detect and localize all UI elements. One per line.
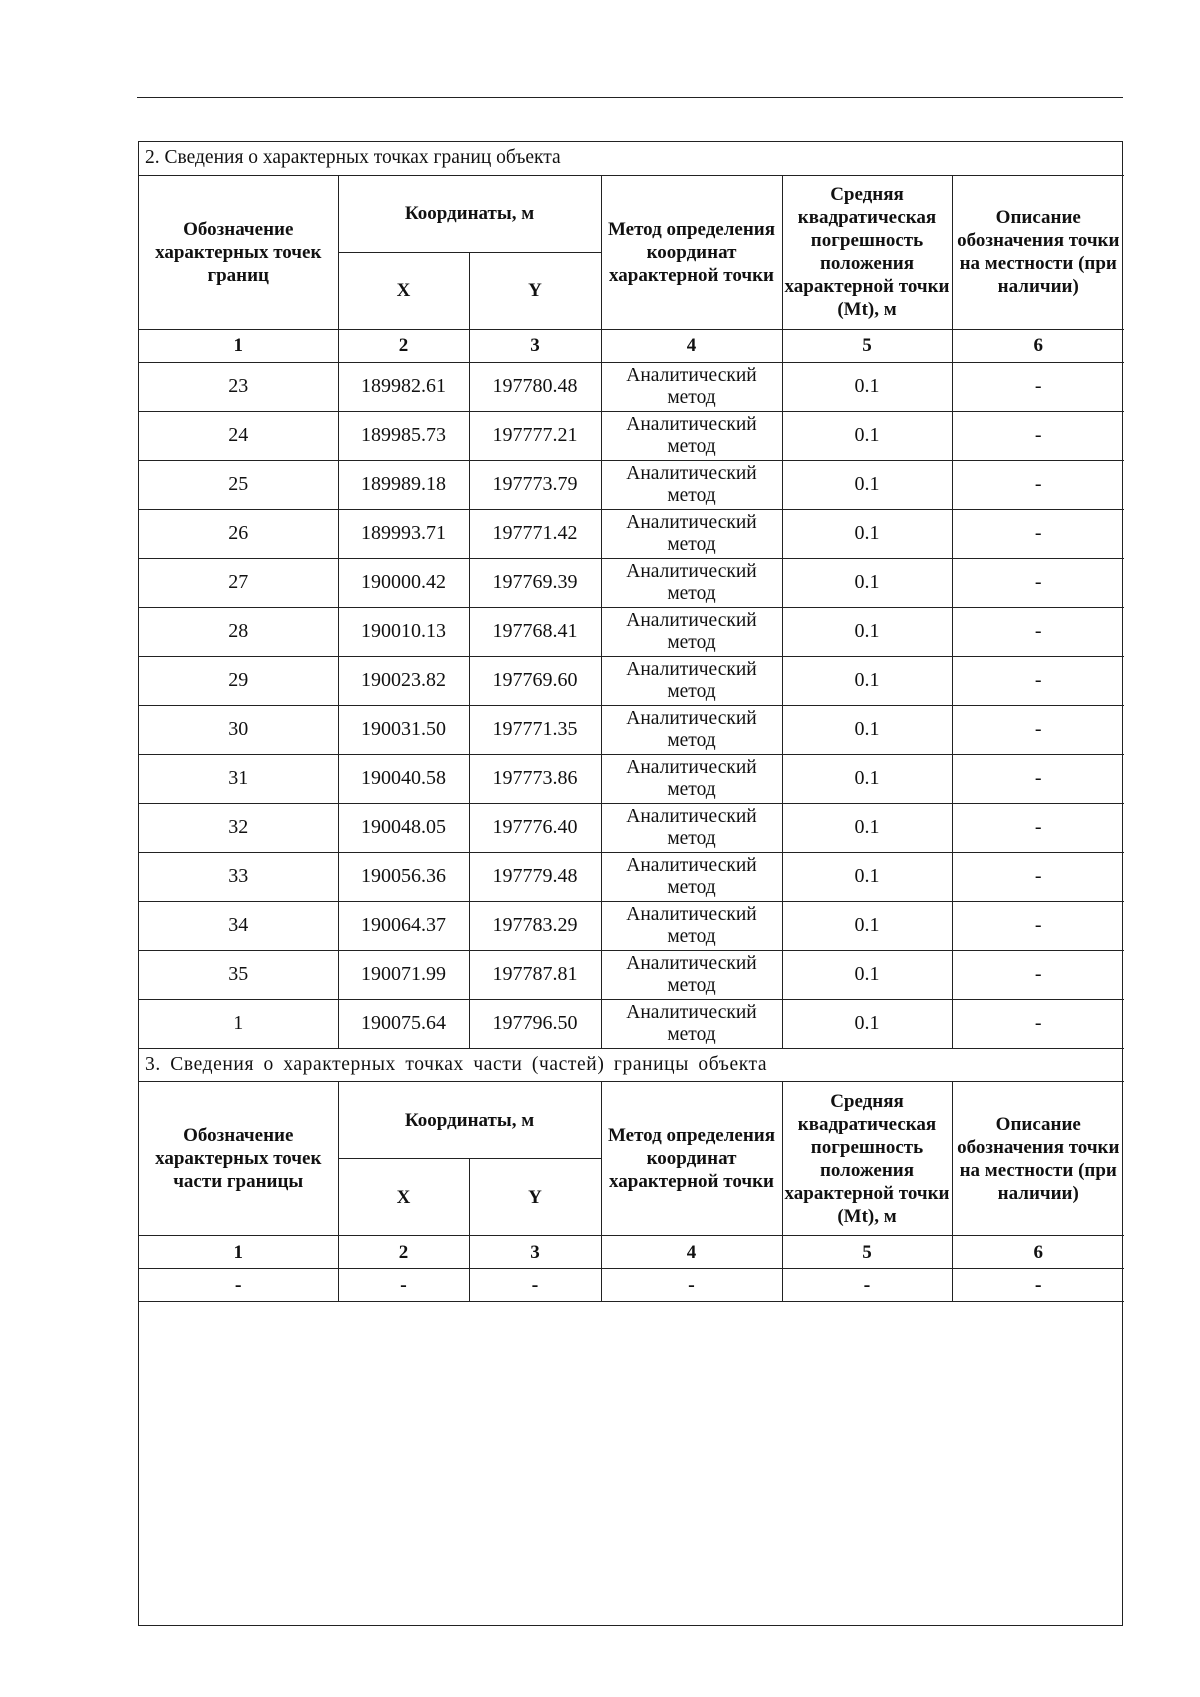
col-number: 3 — [469, 329, 601, 362]
cell-x: 189982.61 — [338, 362, 469, 411]
cell-description: - — [952, 901, 1124, 950]
table-row — [139, 901, 1124, 950]
cell-x: 190056.36 — [338, 852, 469, 901]
cell-method: - — [601, 1269, 782, 1302]
cell-y: 197777.21 — [469, 411, 601, 460]
cell-y: 197787.81 — [469, 950, 601, 999]
cell-method: Аналитический метод — [601, 558, 782, 607]
cell-point: 32 — [139, 803, 338, 852]
cell-method: Аналитический метод — [601, 509, 782, 558]
cell-point: 24 — [139, 411, 338, 460]
cell-mt: 0.1 — [782, 558, 952, 607]
cell-point: 26 — [139, 509, 338, 558]
cell-y: 197769.39 — [469, 558, 601, 607]
section2-table — [139, 142, 1124, 1049]
cell-mt: 0.1 — [782, 803, 952, 852]
table-row — [139, 705, 1124, 754]
section2-caption: 2. Сведения о характерных точках границ объекта — [139, 142, 1124, 175]
cell-y: 197783.29 — [469, 901, 601, 950]
cell-mt: 0.1 — [782, 460, 952, 509]
cell-y: 197776.40 — [469, 803, 601, 852]
cell-description: - — [952, 558, 1124, 607]
col-number: 6 — [952, 1236, 1124, 1269]
col-number: 1 — [139, 1236, 338, 1269]
cell-x: 190000.42 — [338, 558, 469, 607]
cell-x: 190064.37 — [338, 901, 469, 950]
cell-method: Аналитический метод — [601, 803, 782, 852]
header-x: X — [338, 1159, 469, 1236]
cell-description: - — [952, 509, 1124, 558]
cell-mt: - — [782, 1269, 952, 1302]
table-row — [139, 558, 1124, 607]
header-method: Метод определения координат характерной точки — [601, 1082, 782, 1236]
cell-method: Аналитический метод — [601, 411, 782, 460]
table-row — [139, 950, 1124, 999]
table-row — [139, 607, 1124, 656]
cell-point: 1 — [139, 999, 338, 1048]
cell-method: Аналитический метод — [601, 705, 782, 754]
header-designation: Обозначение характерных точек части границы — [139, 1082, 338, 1236]
cell-mt: 0.1 — [782, 754, 952, 803]
cell-x: 190010.13 — [338, 607, 469, 656]
col-number: 6 — [952, 329, 1124, 362]
col-number: 2 — [338, 1236, 469, 1269]
header-error: Средняя квадратическая погрешность положения характерной точки (Mt), м — [782, 175, 952, 329]
header-coords: Координаты, м — [338, 1082, 601, 1159]
cell-point: 28 — [139, 607, 338, 656]
cell-method: Аналитический метод — [601, 362, 782, 411]
section3-table — [139, 1048, 1124, 1302]
cell-method: Аналитический метод — [601, 901, 782, 950]
header-description: Описание обозначения точки на местности (при наличии) — [952, 175, 1124, 329]
header-description: Описание обозначения точки на местности (при наличии) — [952, 1082, 1124, 1236]
cell-mt: 0.1 — [782, 362, 952, 411]
cell-x: 190023.82 — [338, 656, 469, 705]
cell-y: 197773.79 — [469, 460, 601, 509]
header-designation: Обозначение характерных точек границ — [139, 175, 338, 329]
cell-x: 190048.05 — [338, 803, 469, 852]
cell-y: 197796.50 — [469, 999, 601, 1048]
cell-y: - — [469, 1269, 601, 1302]
col-number: 2 — [338, 329, 469, 362]
cell-description: - — [952, 803, 1124, 852]
section2-column-numbers — [139, 329, 1124, 362]
header-x: X — [338, 252, 469, 329]
col-number: 3 — [469, 1236, 601, 1269]
cell-description: - — [952, 411, 1124, 460]
cell-description: - — [952, 362, 1124, 411]
cell-point: 35 — [139, 950, 338, 999]
cell-description: - — [952, 950, 1124, 999]
cell-mt: 0.1 — [782, 656, 952, 705]
cell-y: 197779.48 — [469, 852, 601, 901]
section3-header-row — [139, 1082, 1124, 1159]
header-y: Y — [469, 1159, 601, 1236]
col-number: 5 — [782, 329, 952, 362]
table-row — [139, 803, 1124, 852]
cell-x: 190031.50 — [338, 705, 469, 754]
header-coords: Координаты, м — [338, 175, 601, 252]
cell-method: Аналитический метод — [601, 656, 782, 705]
cell-x: 190071.99 — [338, 950, 469, 999]
cell-y: 197773.86 — [469, 754, 601, 803]
document-sheet — [138, 141, 1123, 1626]
section2-caption-row — [139, 142, 1124, 175]
cell-point: 30 — [139, 705, 338, 754]
table-row — [139, 754, 1124, 803]
table-row — [139, 509, 1124, 558]
cell-point: 34 — [139, 901, 338, 950]
section3-column-numbers — [139, 1236, 1124, 1269]
cell-point: 23 — [139, 362, 338, 411]
cell-description: - — [952, 460, 1124, 509]
cell-mt: 0.1 — [782, 509, 952, 558]
col-number: 5 — [782, 1236, 952, 1269]
cell-description: - — [952, 656, 1124, 705]
cell-y: 197769.60 — [469, 656, 601, 705]
cell-method: Аналитический метод — [601, 607, 782, 656]
table-row — [139, 362, 1124, 411]
cell-method: Аналитический метод — [601, 754, 782, 803]
section2-header-row — [139, 175, 1124, 252]
header-error: Средняя квадратическая погрешность положения характерной точки (Mt), м — [782, 1082, 952, 1236]
cell-x: 189989.18 — [338, 460, 469, 509]
cell-description: - — [952, 705, 1124, 754]
cell-description: - — [952, 1269, 1124, 1302]
cell-y: 197768.41 — [469, 607, 601, 656]
cell-x: 189985.73 — [338, 411, 469, 460]
cell-mt: 0.1 — [782, 705, 952, 754]
cell-description: - — [952, 852, 1124, 901]
cell-x: 189993.71 — [338, 509, 469, 558]
table-row — [139, 656, 1124, 705]
cell-description: - — [952, 754, 1124, 803]
cell-method: Аналитический метод — [601, 460, 782, 509]
page-top-rule — [137, 97, 1123, 98]
section3-caption-row — [139, 1049, 1124, 1082]
cell-point: 25 — [139, 460, 338, 509]
cell-x: 190040.58 — [338, 754, 469, 803]
cell-description: - — [952, 999, 1124, 1048]
cell-x: - — [338, 1269, 469, 1302]
table-row — [139, 460, 1124, 509]
table-row — [139, 852, 1124, 901]
cell-point: 29 — [139, 656, 338, 705]
cell-y: 197780.48 — [469, 362, 601, 411]
cell-mt: 0.1 — [782, 852, 952, 901]
col-number: 4 — [601, 329, 782, 362]
table-row — [139, 999, 1124, 1048]
col-number: 4 — [601, 1236, 782, 1269]
header-method: Метод определения координат характерной точки — [601, 175, 782, 329]
cell-description: - — [952, 607, 1124, 656]
cell-mt: 0.1 — [782, 999, 952, 1048]
cell-y: 197771.35 — [469, 705, 601, 754]
cell-point: 33 — [139, 852, 338, 901]
cell-point: 27 — [139, 558, 338, 607]
cell-method: Аналитический метод — [601, 852, 782, 901]
cell-mt: 0.1 — [782, 411, 952, 460]
cell-point: 31 — [139, 754, 338, 803]
cell-y: 197771.42 — [469, 509, 601, 558]
cell-x: 190075.64 — [338, 999, 469, 1048]
cell-mt: 0.1 — [782, 901, 952, 950]
header-y: Y — [469, 252, 601, 329]
cell-point: - — [139, 1269, 338, 1302]
table-row — [139, 1269, 1124, 1302]
cell-method: Аналитический метод — [601, 999, 782, 1048]
cell-method: Аналитический метод — [601, 950, 782, 999]
table-row — [139, 411, 1124, 460]
cell-mt: 0.1 — [782, 950, 952, 999]
section3-caption: 3. Сведения о характерных точках части (частей) границы объекта — [139, 1049, 1124, 1082]
cell-mt: 0.1 — [782, 607, 952, 656]
col-number: 1 — [139, 329, 338, 362]
